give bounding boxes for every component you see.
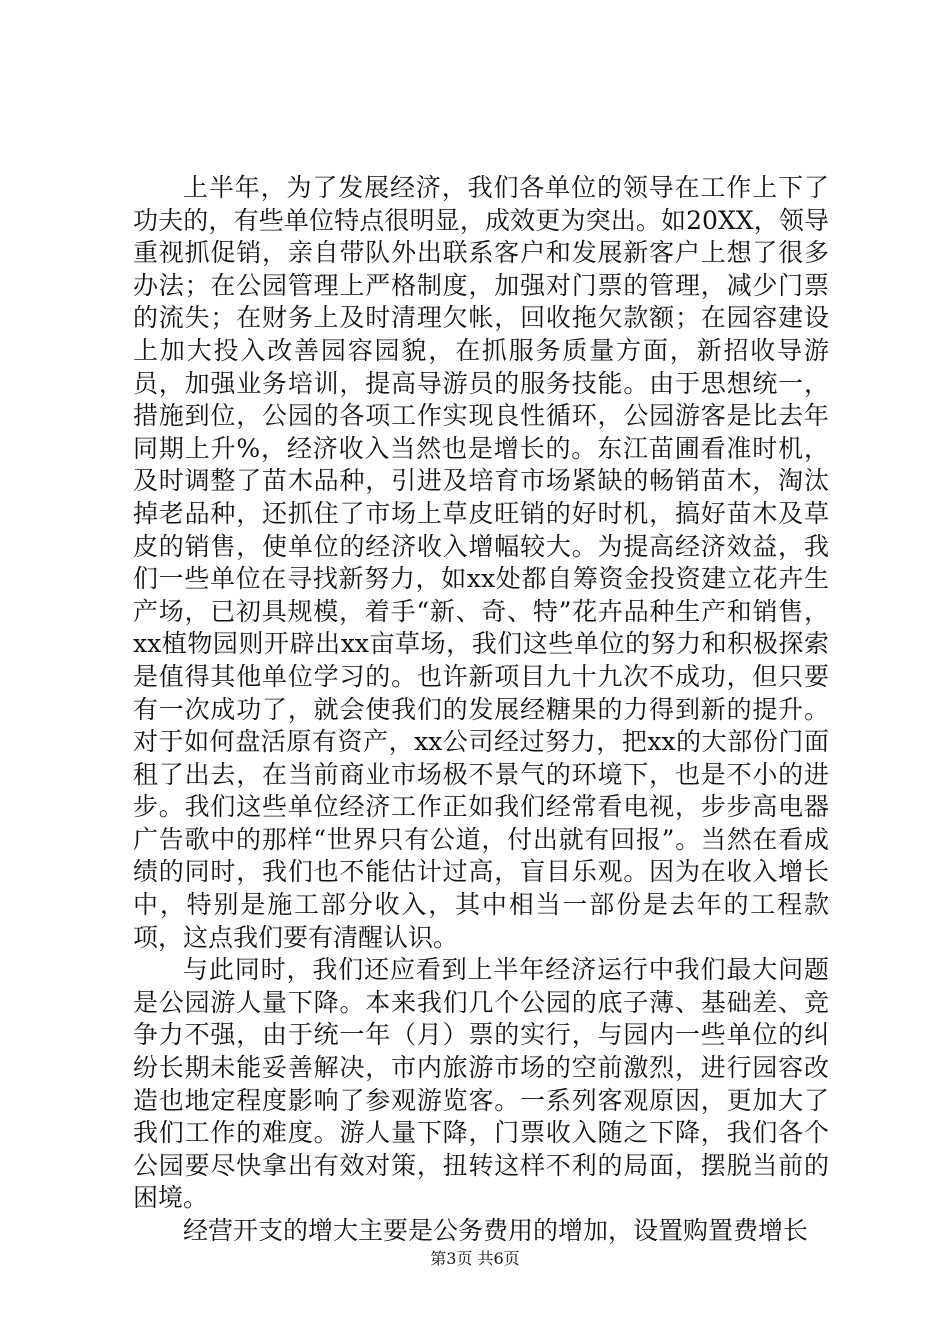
page-number-footer: 第3页 共6页 — [430, 1249, 520, 1268]
paragraph-3: 经营开支的增大主要是公务费用的增加，设置购置费增长 — [183, 1216, 809, 1245]
paragraph-2: 与此同时，我们还应看到上半年经济运行中我们最大问题是公园游人量下降。本来我们几个公园的底子薄、基础差、竞争力不强，由于统一年（月）票的实行，与园内一些单位的纠纷长期未能妥善解决，市内旅游市场的空前激烈，进行园容改造也地定程度影响了参观游览客。一系列客观原因，更加大了我们工作的难度。游人量下降，门票收入随之下降，我们各个公园要尽快拿出有效对策，扭转这样不利的局面，摆脱当前的困境。 — [133, 955, 829, 1213]
paragraph-1: 上半年，为了发展经济，我们各单位的领导在工作上下了功夫的，有些单位特点很明显，成效更为突出。如20XX，领导重视抓促销，亲自带队外出联系客户和发展新客户上想了很多办法；在公园管理上严格制度，加强对门票的管理，减少门票的流失；在财务上及时清理欠帐，回收拖欠款额；在园容建设上加大投入改善园容园貌，在抓服务质量方面，新招收导游员，加强业务培训，提高导游员的服务技能。由于思想统一，措施到位，公园的各项工作实现良性循环，公园游客是比去年同期上升%，经济收入当然也是增长的。东江苗圃看准时机，及时调整了苗木品种，引进及培育市场紧缺的畅销苗木，淘汰掉老品种，还抓住了市场上草皮旺销的好时机，搞好苗木及草皮的销售，使单位的经济收入增幅较大。为提高经济效益，我们一些单位在寻找新努力，如xx处都自筹资金投资建立花卉生产场，已初具规模，着手“新、奇、特”花卉品种生产和销售，xx植物园则开辟出xx亩草场，我们这些单位的努力和积极探索是值得其他单位学习的。也许新项目九十九次不成功，但只要有一次成功了，就会使我们的发展经糖果的力得到新的提升。对于如何盘活原有资产，xx公司经过努力，把xx的大部份门面租了出去，在当前商业市场极不景气的环境下，也是不小的进步。我们这些单位经济工作正如我们经常看电视，步步高电器广告歌中的那样“世界只有公道，付出就有回报”。当然在看成绩的同时，我们也不能估计过高，盲目乐观。因为在收入增长中，特别是施工部分收入，其中相当一部份是去年的工程款项，这点我们要有清醒认识。 — [133, 173, 829, 952]
document-body — [133, 172, 829, 1248]
